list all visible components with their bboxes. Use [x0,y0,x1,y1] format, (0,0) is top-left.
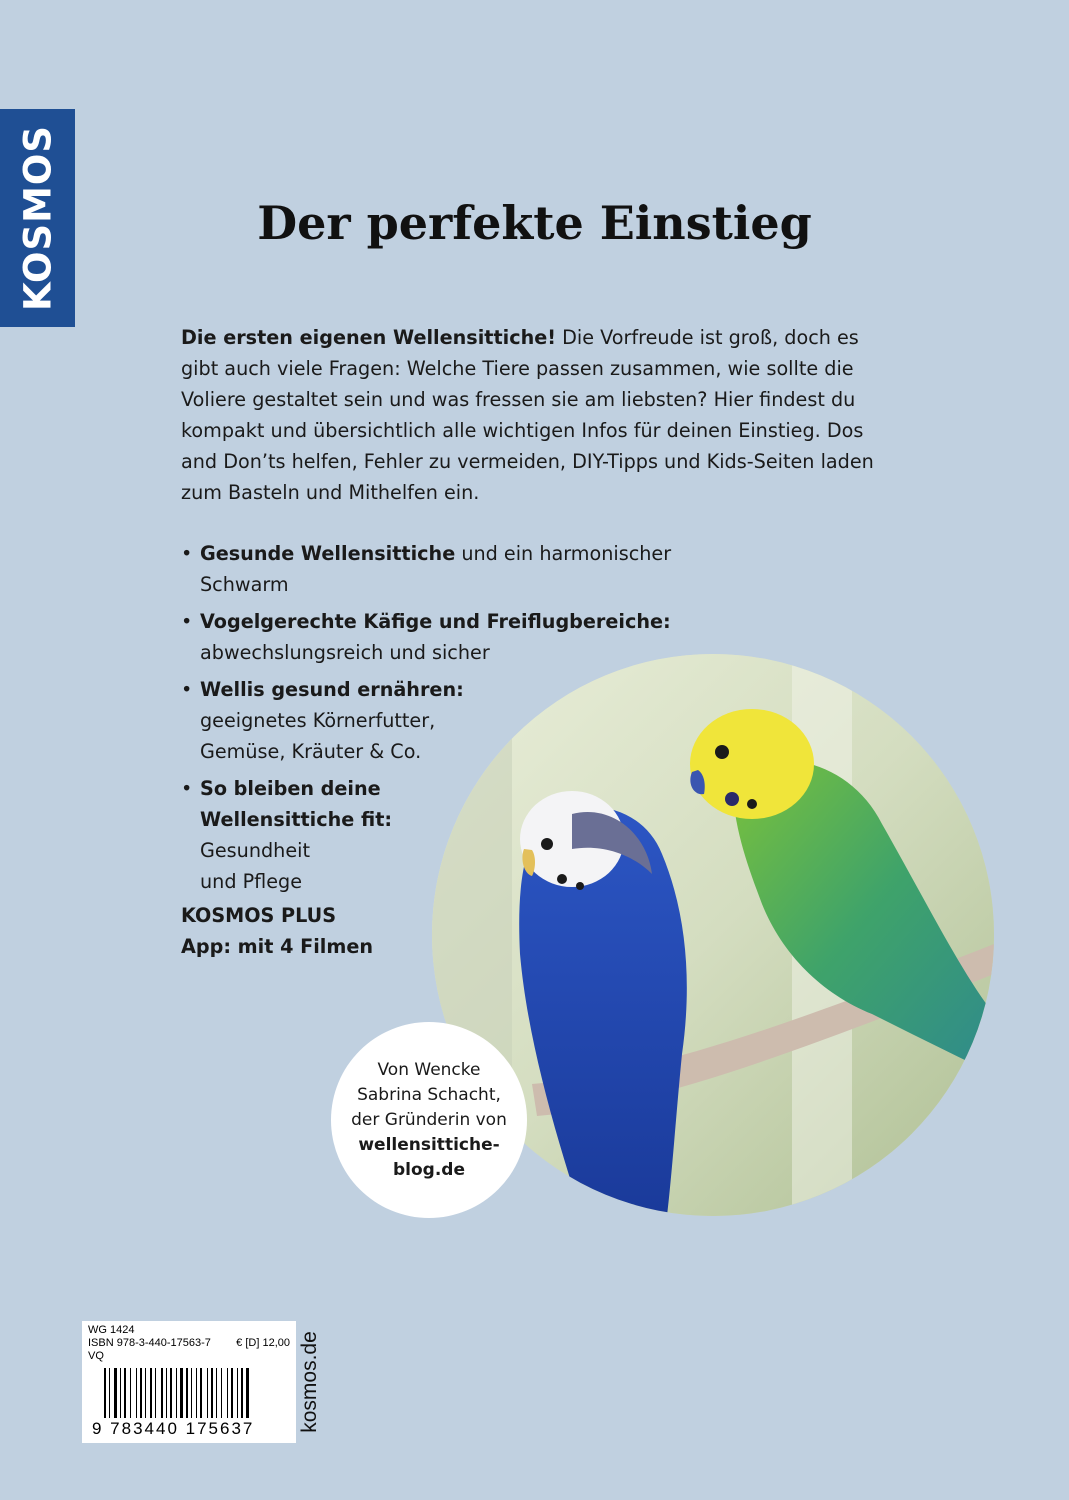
feature-item [181,606,681,668]
kosmos-plus-line1: KOSMOS PLUS [181,904,337,927]
feature-item-text: geeignetes Körnerfutter, Gemüse, Kräuter & Co. [200,709,436,763]
website-label [296,1321,324,1443]
intro-lead: Die ersten eigenen Wellensittiche! [181,326,557,349]
feature-item-text: und ein harmonischer Schwarm [200,542,672,596]
wg-code: WG 1424 [88,1324,135,1336]
price-label: € [D] 12,00 [236,1337,290,1349]
kosmos-plus-note [181,900,373,962]
vq-code: VQ [88,1350,104,1362]
kosmos-plus-line2: App: mit 4 Filmen [181,935,374,958]
website-text: kosmos.de [298,1331,321,1433]
blog-link-line2: blog.de [392,1159,465,1180]
isbn-number: ISBN 978-3-440-17563-7 [88,1337,211,1349]
barcode-digits: 9 783440 175637 [92,1419,255,1438]
barcode-panel [82,1321,296,1443]
feature-item-text: Gesundheit und Pflege [200,839,310,893]
feature-item-title: Vogelgerechte Käfige und Freiflugbereiche: [200,610,671,633]
author-badge [331,1022,527,1218]
barcode-meta [88,1324,211,1363]
blog-link-line1: wellensittiche- [358,1134,500,1155]
page-title: Der perfekte Einstieg [257,196,812,250]
feature-item [181,538,681,600]
author-line3: der Gründerin von [351,1109,507,1130]
author-line2: Sabrina Schacht, [357,1084,501,1105]
author-line1: Von Wencke [377,1059,481,1080]
feature-item [181,773,430,897]
feature-item [181,674,500,767]
feature-item-text: abwechslungsreich und sicher [200,641,490,664]
feature-item-title: Gesunde Wellensittiche [200,542,456,565]
barcode [104,1368,282,1418]
intro-paragraph [181,322,901,508]
kosmos-logo-text: KOSMOS [16,124,59,312]
intro-text: Die Vorfreude ist groß, doch es gibt auch viele Fragen: Welche Tiere passen zusammen, wie sollte die Voliere gestaltet sein und was fressen sie am liebsten? Hier findest du kompakt und übersichtlich alle wichtigen Infos für deinen Einstieg. Dos and Don’ts helfen, Fehler zu vermeiden, DIY-Tipps und Kids-Seiten laden zum Basteln und Mithelfen ein. [181,326,874,504]
feature-item-title: Wellis gesund ernähren: [200,678,464,701]
feature-item-title: So bleiben deine Wellensittiche fit: [200,777,393,831]
